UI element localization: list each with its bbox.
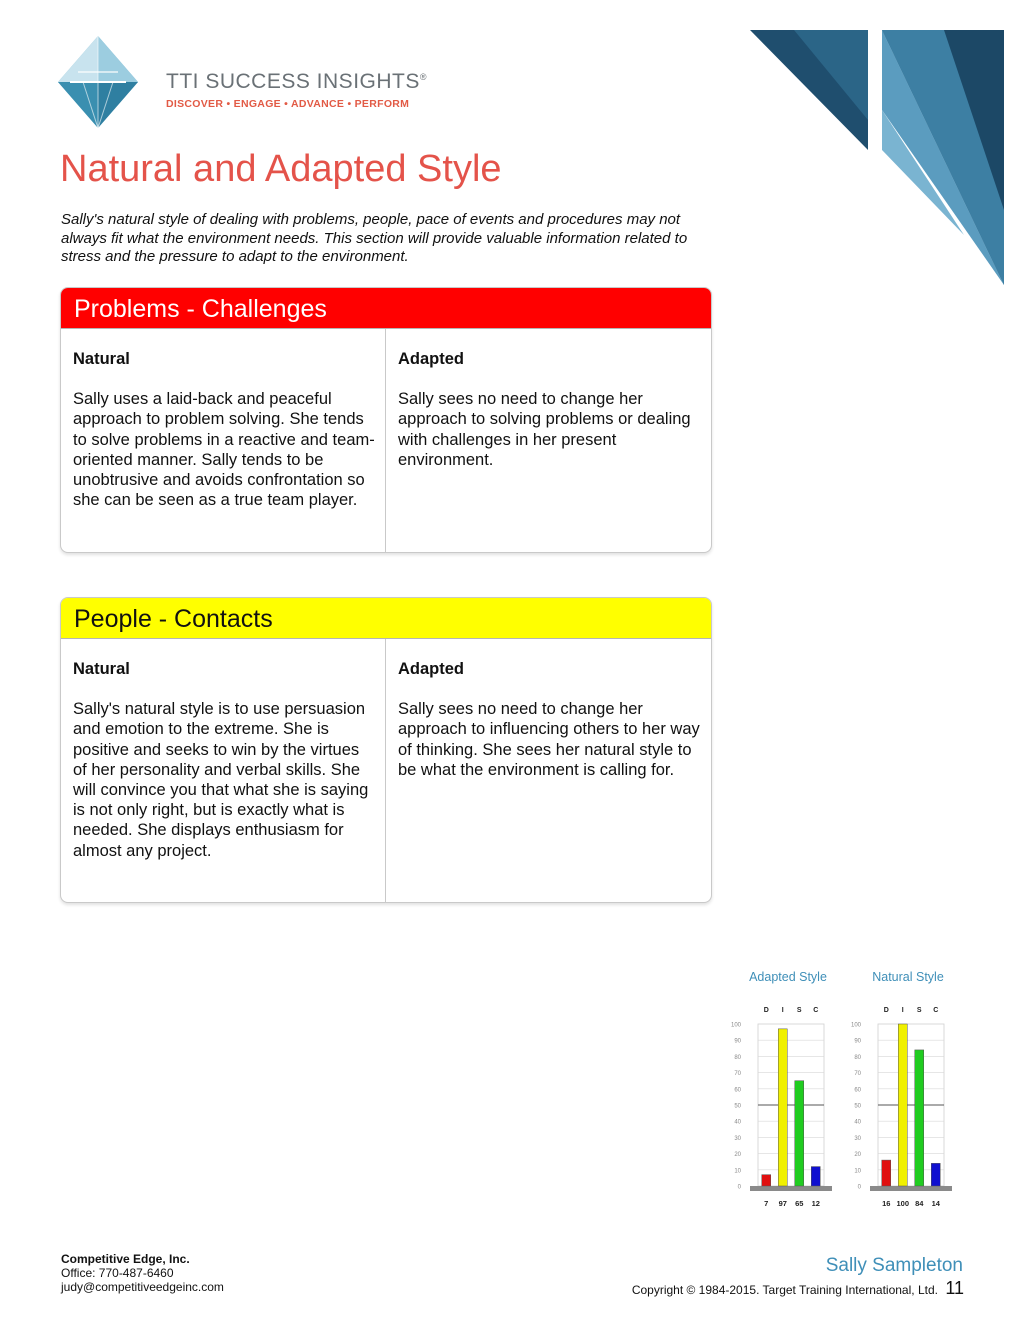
bar-c bbox=[811, 1167, 820, 1186]
natural-text: Sally uses a laid-back and peaceful approach to problem solving. She tends to solve problems in a reactive and team-oriented manner. Sally tends to be unobtrusive and avoids confrontation so she can be seen as a true team player. bbox=[73, 390, 375, 510]
y-tick-label: 90 bbox=[734, 1038, 741, 1045]
value-label: 65 bbox=[795, 1199, 804, 1208]
y-tick-label: 10 bbox=[734, 1168, 741, 1175]
adapted-text: Sally sees no need to change her approach to solving problems or dealing with challenges in her present environment. bbox=[398, 390, 691, 469]
category-label: D bbox=[763, 1007, 769, 1014]
page-title: Natural and Adapted Style bbox=[60, 148, 502, 190]
problems-challenges-section bbox=[60, 287, 712, 553]
y-tick-label: 50 bbox=[854, 1103, 861, 1110]
natural-text: Sally's natural style is to use persuasion and emotion to the extreme. She is positive and seeks to win by the virtues of her personality and verbal skills. She will convince you that what she is saying is not only right, but is exactly what is needed. She displays enthusiasm for almost any project. bbox=[73, 700, 369, 860]
y-tick-label: 60 bbox=[854, 1087, 861, 1094]
bar-c bbox=[931, 1163, 940, 1186]
y-tick-label: 0 bbox=[857, 1184, 861, 1191]
adapted-column bbox=[386, 329, 711, 552]
natural-column bbox=[61, 639, 386, 902]
footer-contact bbox=[61, 1252, 224, 1294]
y-tick-label: 90 bbox=[854, 1038, 861, 1045]
intro-text: Sally's natural style of dealing with problems, people, pace of events and procedures may not always fit what the environment needs. This section will provide valuable information related to stress and the pressure to adapt to the environment. bbox=[61, 211, 688, 265]
respondent-name: Sally Sampleton bbox=[825, 1255, 963, 1276]
bar-s bbox=[795, 1081, 804, 1186]
y-tick-label: 10 bbox=[854, 1168, 861, 1175]
value-label: 14 bbox=[931, 1199, 940, 1208]
value-label: 84 bbox=[915, 1199, 924, 1208]
company-name: Competitive Edge, Inc. bbox=[61, 1252, 190, 1266]
bar-i bbox=[778, 1029, 787, 1186]
y-tick-label: 0 bbox=[737, 1184, 741, 1191]
category-label: D bbox=[883, 1007, 889, 1014]
y-tick-label: 30 bbox=[734, 1135, 741, 1142]
copyright-line bbox=[632, 1278, 964, 1299]
adapted-label: Adapted bbox=[398, 350, 464, 368]
y-tick-label: 30 bbox=[854, 1135, 861, 1142]
value-label: 7 bbox=[764, 1199, 769, 1208]
y-tick-label: 60 bbox=[734, 1087, 741, 1094]
y-tick-label: 40 bbox=[854, 1119, 861, 1126]
category-label: C bbox=[813, 1007, 819, 1014]
y-tick-label: 20 bbox=[854, 1152, 861, 1159]
section-title: Problems - Challenges bbox=[61, 288, 711, 329]
adapted-label: Adapted bbox=[398, 660, 464, 678]
brand-tagline: DISCOVER • ENGAGE • ADVANCE • PERFORM bbox=[166, 98, 410, 110]
value-label: 12 bbox=[811, 1199, 820, 1208]
bar-s bbox=[915, 1050, 924, 1186]
y-tick-label: 100 bbox=[730, 1022, 741, 1029]
contact-email: judy@competitiveedgeinc.com bbox=[61, 1280, 224, 1294]
people-contacts-section bbox=[60, 597, 712, 903]
chart-title: Adapted Style bbox=[749, 970, 827, 984]
chart-title: Natural Style bbox=[872, 970, 944, 984]
y-tick-label: 80 bbox=[854, 1054, 861, 1061]
chart-base bbox=[870, 1186, 952, 1191]
chart-base bbox=[750, 1186, 832, 1191]
value-label: 100 bbox=[896, 1199, 910, 1208]
adapted-column bbox=[386, 639, 711, 902]
office-phone: Office: 770-487-6460 bbox=[61, 1266, 174, 1280]
corner-decoration bbox=[734, 0, 1024, 290]
natural-label: Natural bbox=[73, 350, 130, 368]
y-tick-label: 100 bbox=[850, 1022, 861, 1029]
natural-column bbox=[61, 329, 386, 552]
bar-i bbox=[898, 1024, 907, 1186]
y-tick-label: 20 bbox=[734, 1152, 741, 1159]
category-label: S bbox=[796, 1007, 802, 1014]
y-tick-label: 80 bbox=[734, 1054, 741, 1061]
value-label: 16 bbox=[882, 1199, 891, 1208]
y-tick-label: 70 bbox=[734, 1071, 741, 1078]
y-tick-label: 50 bbox=[734, 1103, 741, 1110]
bar-d bbox=[762, 1175, 771, 1186]
category-label: S bbox=[916, 1007, 922, 1014]
page-number: 11 bbox=[945, 1278, 964, 1298]
category-label: C bbox=[933, 1007, 939, 1014]
category-label: I bbox=[781, 1007, 784, 1014]
value-label: 97 bbox=[778, 1199, 787, 1208]
natural-label: Natural bbox=[73, 660, 130, 678]
copyright-text: Copyright © 1984-2015. Target Training International, Ltd. bbox=[631, 1283, 938, 1297]
y-tick-label: 40 bbox=[734, 1119, 741, 1126]
section-title: People - Contacts bbox=[61, 598, 711, 639]
disc-graphs bbox=[720, 962, 980, 1222]
category-label: I bbox=[901, 1007, 904, 1014]
y-tick-label: 70 bbox=[854, 1071, 861, 1078]
bar-d bbox=[882, 1160, 891, 1186]
brand-name: TTI SUCCESS INSIGHTS® bbox=[166, 70, 427, 93]
adapted-text: Sally sees no need to change her approach to influencing others to her way of thinking. She sees her natural style to be what the environment is calling for. bbox=[398, 700, 700, 779]
